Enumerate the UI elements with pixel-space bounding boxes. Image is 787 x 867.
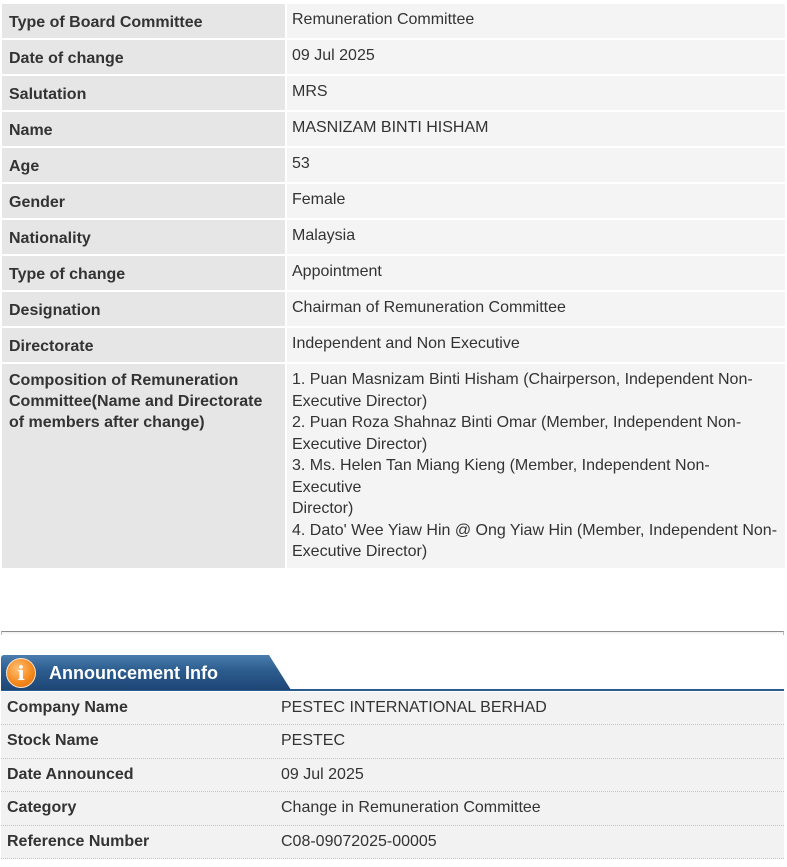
- salutation-value: MRS: [287, 76, 785, 112]
- table-row: [2, 40, 785, 76]
- company-name-label: Company Name: [7, 699, 128, 716]
- table-row: [2, 112, 785, 148]
- announcement-info-header: [1, 655, 784, 691]
- composition-member-line: 4. Dato' Wee Yiaw Hin @ Ong Yiaw Hin (Member, Independent Non-: [292, 521, 778, 539]
- table-row: [1, 792, 784, 825]
- composition-label-line: Composition of Remuneration: [9, 372, 239, 389]
- stock-name-label: Stock Name: [7, 732, 99, 750]
- composition-member-line: 2. Puan Roza Shahnaz Binti Omar (Member, Independent Non-: [292, 414, 742, 431]
- table-row: [2, 328, 785, 364]
- composition-member-line: 1. Puan Masnizam Binti Hisham (Chairperson, Independent Non-: [292, 371, 753, 388]
- composition-member-line: Executive Director): [292, 392, 428, 410]
- table-row: [2, 364, 785, 570]
- table-row: [1, 725, 784, 758]
- composition-member-line: Executive Director): [292, 435, 428, 453]
- date-announced-label: Date Announced: [7, 765, 134, 783]
- directorate-value: Independent and Non Executive: [287, 328, 785, 364]
- date-of-change-label: Date of change: [2, 40, 287, 76]
- table-row: [1, 692, 784, 725]
- table-row: [2, 292, 785, 328]
- gender-value: Female: [287, 184, 785, 220]
- change-details-table: [2, 4, 785, 570]
- composition-value: [287, 364, 785, 570]
- nationality-label: Nationality: [2, 220, 287, 256]
- table-row: [2, 76, 785, 112]
- type-of-board-committee-value: Remuneration Committee: [287, 4, 785, 40]
- table-row: [1, 759, 784, 792]
- table-row: [2, 148, 785, 184]
- designation-label: Designation: [2, 292, 287, 328]
- composition-label: [2, 364, 287, 570]
- gender-label: Gender: [2, 184, 287, 220]
- date-announced-value: 09 Jul 2025: [281, 765, 364, 783]
- table-row: [2, 184, 785, 220]
- composition-member-line: Director): [292, 500, 354, 517]
- stock-name-value: PESTEC: [281, 732, 346, 750]
- reference-number-value: C08-09072025-00005: [281, 832, 437, 850]
- type-of-change-value: Appointment: [287, 256, 785, 292]
- company-name-value: PESTEC INTERNATIONAL BERHAD: [281, 699, 547, 716]
- composition-label-line: of members after change): [9, 414, 205, 431]
- table-row: [1, 826, 784, 859]
- age-label: Age: [2, 148, 287, 184]
- type-of-change-label: Type of change: [2, 256, 287, 292]
- table-row: [2, 256, 785, 292]
- table-row: [2, 220, 785, 256]
- name-label: Name: [2, 112, 287, 148]
- name-value: MASNIZAM BINTI HISHAM: [287, 112, 785, 148]
- age-value: 53: [287, 148, 785, 184]
- announcement-info-table: [1, 692, 784, 859]
- date-of-change-value: 09 Jul 2025: [287, 40, 785, 76]
- announcement-info-title: Announcement Info: [49, 663, 218, 683]
- type-of-board-committee-label: Type of Board Committee: [2, 4, 287, 40]
- reference-number-label: Reference Number: [7, 832, 150, 850]
- table-row: [2, 4, 785, 40]
- category-label: Category: [7, 799, 77, 817]
- composition-member-line: 3. Ms. Helen Tan Miang Kieng (Member, Independent Non-Executive: [292, 457, 710, 496]
- directorate-label: Directorate: [2, 328, 287, 364]
- category-value: Change in Remuneration Committee: [281, 799, 541, 817]
- composition-member-line: Executive Director): [292, 543, 428, 560]
- section-divider: [1, 631, 784, 635]
- info-icon: i: [6, 658, 36, 688]
- designation-value: Chairman of Remuneration Committee: [287, 292, 785, 328]
- salutation-label: Salutation: [2, 76, 287, 112]
- composition-label-line: Committee(Name and Directorate: [9, 393, 263, 410]
- nationality-value: Malaysia: [287, 220, 785, 256]
